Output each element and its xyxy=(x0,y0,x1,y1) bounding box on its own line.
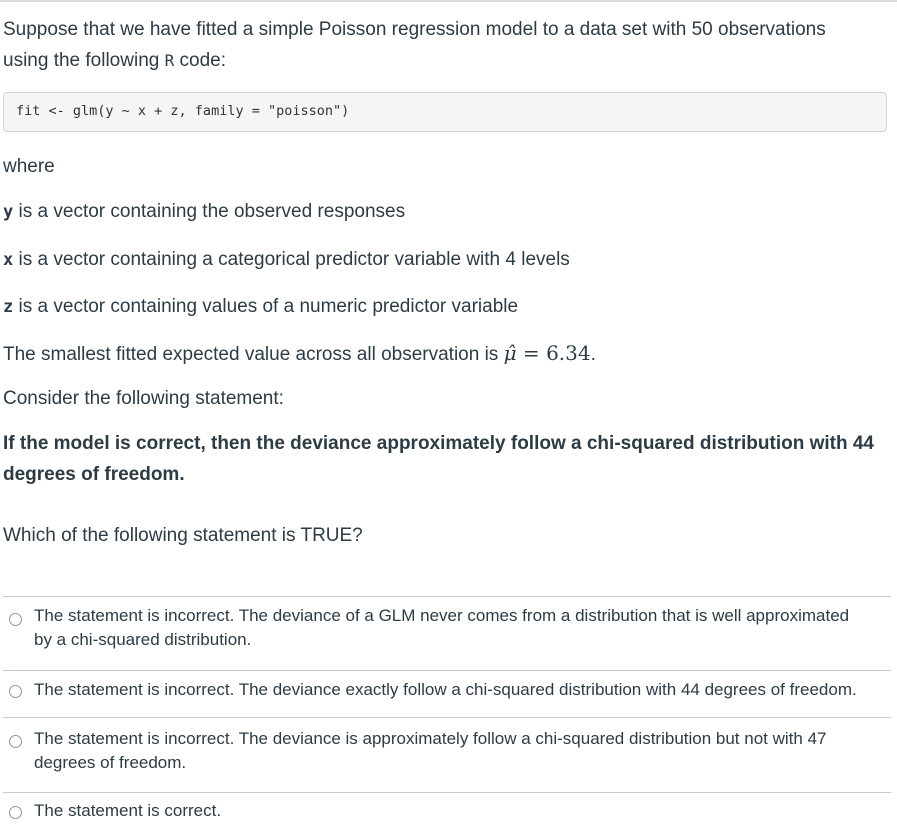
option-label-line1: The statement is incorrect. The deviance exactly follow a chi-squared distribution with 44 degrees of freedom. xyxy=(34,680,857,699)
var-z-name: z xyxy=(3,297,14,317)
option-label[interactable] xyxy=(34,727,889,775)
mu-value: 6.34 xyxy=(546,341,591,365)
where-label: where xyxy=(3,156,55,177)
var-z-description xyxy=(3,291,518,323)
code-text: fit <- glm(y ~ x + z, family = "poisson") xyxy=(16,103,350,119)
question-intro-line2 xyxy=(3,45,226,76)
statement-line2: degrees of freedom. xyxy=(3,464,185,485)
answer-option-1[interactable] xyxy=(3,604,891,662)
option-label[interactable] xyxy=(34,799,889,823)
var-y-name: y xyxy=(3,202,14,222)
var-x-text: is a vector containing a categorical predictor variable with 4 levels xyxy=(13,249,570,270)
var-y-description xyxy=(3,196,405,228)
option-label-line2: degrees of freedom. xyxy=(34,753,187,772)
period: . xyxy=(590,344,596,365)
var-y-text: is a vector containing the observed responses xyxy=(13,201,406,222)
option-label-line1: The statement is incorrect. The deviance of a GLM never comes from a distribution that is well approximated xyxy=(34,606,850,625)
option-divider xyxy=(3,596,891,597)
option-label[interactable] xyxy=(34,604,889,652)
var-x-name: x xyxy=(3,250,14,270)
equals-sign: = xyxy=(516,341,547,365)
answer-option-2[interactable] xyxy=(3,678,891,710)
option-divider xyxy=(3,670,891,671)
code-block xyxy=(3,92,887,132)
smallest-text: The smallest fitted expected value across all observation is xyxy=(3,344,504,365)
consider-label: Consider the following statement: xyxy=(3,388,284,409)
r-language-label: R xyxy=(164,51,175,70)
radio-button[interactable] xyxy=(9,806,22,819)
question-intro-line1: Suppose that we have fitted a simple Poisson regression model to a data set with 50 observations xyxy=(3,19,826,40)
intro-text-post: code: xyxy=(174,50,227,71)
option-divider xyxy=(3,792,891,793)
smallest-fitted-value xyxy=(3,338,596,370)
answer-option-3[interactable] xyxy=(3,727,891,785)
radio-button[interactable] xyxy=(9,735,22,748)
option-label-line2: by a chi-squared distribution. xyxy=(34,630,252,649)
option-label-line1: The statement is incorrect. The deviance is approximately follow a chi-squared distribution but not with 47 xyxy=(34,729,827,748)
intro-text-pre: using the following xyxy=(3,50,165,71)
var-z-text: is a vector containing values of a numeric predictor variable xyxy=(13,296,519,317)
question-prompt: Which of the following statement is TRUE? xyxy=(3,525,363,546)
option-divider xyxy=(3,717,891,718)
statement-line1: If the model is correct, then the deviance approximately follow a chi-squared distribution with 44 xyxy=(3,433,875,454)
radio-button[interactable] xyxy=(9,613,22,626)
option-label[interactable] xyxy=(34,678,889,702)
answer-option-4[interactable] xyxy=(3,799,891,827)
top-border xyxy=(0,0,897,2)
option-label-line1: The statement is correct. xyxy=(34,801,222,820)
var-x-description xyxy=(3,244,570,276)
radio-button[interactable] xyxy=(9,685,22,698)
mu-hat-symbol: μ̂ xyxy=(503,341,517,365)
